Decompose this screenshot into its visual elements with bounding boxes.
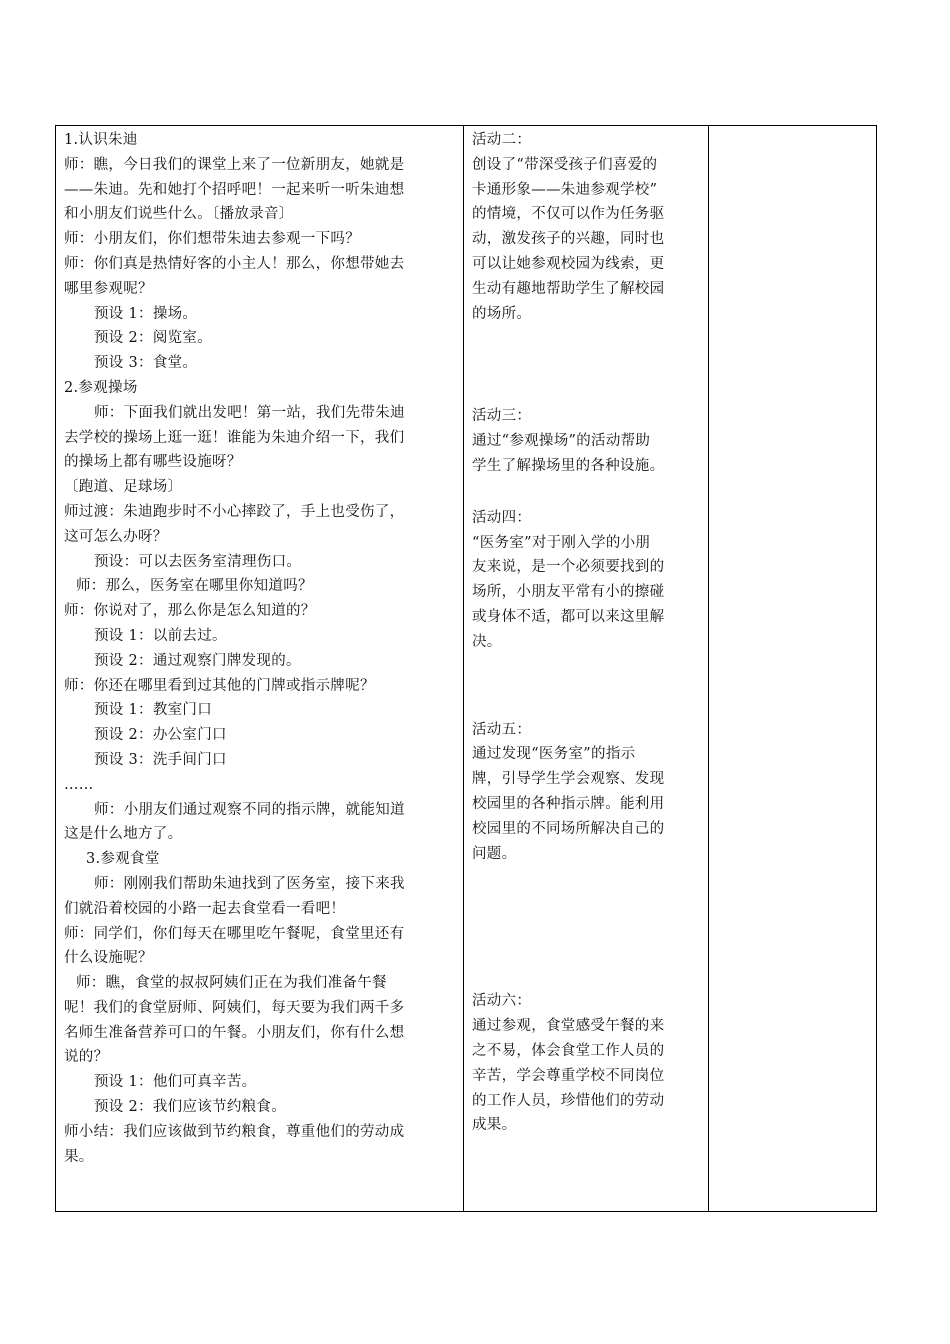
ellipsis: …… — [64, 776, 94, 793]
activity-4-text: 场所，小朋友平常有小的擦碰 — [472, 584, 665, 601]
activity-3-text: 学生了解操场里的各种设施。 — [472, 457, 665, 474]
paragraph-line: 师：同学们，你们每天在哪里吃午餐呢，食堂里还有 — [64, 925, 405, 942]
paragraph-line: 师过渡：朱迪跑步时不小心摔跤了，手上也受伤了， — [64, 503, 405, 520]
activity-2-text: 动，激发孩子的兴趣，同时也 — [472, 231, 665, 248]
preset-answer: 预设 2：通过观察门牌发现的。 — [94, 652, 301, 669]
paragraph-line: 师：你们真是热情好客的小主人！那么，你想带她去 — [64, 255, 405, 272]
activity-3-text: 通过“参观操场”的活动帮助 — [472, 433, 651, 450]
paragraph-line: 师：瞧，食堂的叔叔阿姨们正在为我们准备午餐 — [76, 975, 387, 992]
lesson-plan-table — [55, 125, 877, 1212]
preset-answer: 预设 2：办公室门口 — [94, 727, 227, 744]
activity-4-text: 或身体不适，都可以来这里解 — [472, 608, 665, 625]
activity-2-text: 卡通形象——朱迪参观学校” — [472, 181, 658, 198]
activity-6-title: 活动六： — [472, 993, 532, 1010]
activity-6-text: 成果。 — [472, 1117, 517, 1134]
paragraph-line: 师：小朋友们通过观察不同的指示牌，就能知道 — [94, 801, 405, 818]
activity-6-text: 辛苦，学会尊重学校不同岗位 — [472, 1067, 665, 1084]
activity-2-text: 生动有趣地帮助学生了解校园 — [472, 280, 665, 297]
activity-5-text: 校园里的不同场所解决自己的 — [472, 820, 665, 837]
paragraph-line: 师：瞧，今日我们的课堂上来了一位新朋友，她就是 — [64, 156, 405, 173]
activity-2-text: 的场所。 — [472, 305, 532, 322]
preset-answer: 预设 2：我们应该节约粮食。 — [94, 1099, 287, 1116]
summary-line: 师小结：我们应该做到节约粮食，尊重他们的劳动成 — [64, 1123, 405, 1140]
paragraph-line: 师：小朋友们，你们想带朱迪去参观一下吗？ — [64, 231, 360, 248]
paragraph-line: 师：你还在哪里看到过其他的门牌或指示牌呢？ — [64, 677, 375, 694]
activity-5-text: 牌，引导学生学会观察、发现 — [472, 771, 665, 788]
activity-3-title: 活动三： — [472, 408, 532, 425]
paragraph-line: 名师生准备营养可口的午餐。小朋友们，你有什么想 — [64, 1024, 405, 1041]
paragraph-line: 〔跑道、足球场〕 — [64, 479, 183, 496]
paragraph-line: 说的？ — [64, 1049, 109, 1066]
activity-5-text: 通过发现“医务室”的指示 — [472, 746, 636, 763]
preset-answer: 预设 1：他们可真辛苦。 — [94, 1074, 257, 1091]
summary-line: 果。 — [64, 1148, 94, 1165]
activity-2-title: 活动二： — [472, 132, 532, 148]
activity-4-text: 决。 — [472, 633, 502, 650]
section-title-1: 1.认识朱迪 — [64, 132, 138, 148]
paragraph-line: 师：刚刚我们帮助朱迪找到了医务室，接下来我 — [94, 875, 405, 892]
paragraph-line: 哪里参观呢？ — [64, 280, 153, 297]
paragraph-line: ——朱迪。先和她打个招呼吧！一起来听一听朱迪想 — [64, 181, 405, 198]
paragraph-line: 师：你说对了，那么你是怎么知道的？ — [64, 603, 316, 620]
teaching-process-cell — [56, 126, 464, 1212]
paragraph-line: 师：那么，医务室在哪里你知道吗？ — [76, 578, 313, 595]
preset-answer: 预设 2：阅览室。 — [94, 330, 213, 347]
activity-2-text: 创设了“带深受孩子们喜爱的 — [472, 156, 658, 173]
section-title-2: 2.参观操场 — [64, 379, 138, 396]
paragraph-line: 什么设施呢？ — [64, 950, 153, 967]
paragraph-line: 们就沿着校园的小路一起去食堂看一看吧！ — [64, 900, 346, 917]
preset-answer: 预设：可以去医务室清理伤口。 — [94, 553, 302, 570]
paragraph-line: 去学校的操场上逛一逛！谁能为朱迪介绍一下，我们 — [64, 429, 405, 446]
paragraph-line: 的操场上都有哪些设施呀？ — [64, 454, 242, 471]
table-row — [56, 126, 877, 1212]
preset-answer: 预设 3：洗手间门口 — [94, 751, 227, 768]
preset-answer: 预设 1：以前去过。 — [94, 627, 227, 644]
activity-6-text: 通过参观，食堂感受午餐的来 — [472, 1018, 665, 1035]
paragraph-line: 这是什么地方了。 — [64, 826, 183, 843]
design-intent-cell — [464, 126, 709, 1212]
activity-6-text: 的工作人员，珍惜他们的劳动 — [472, 1092, 665, 1109]
activity-5-text: 校园里的各种指示牌。能利用 — [472, 795, 665, 812]
paragraph-line: 这可怎么办呀？ — [64, 528, 168, 545]
preset-answer: 预设 1：操场。 — [94, 305, 198, 322]
activity-2-text: 可以让她参观校园为线索，更 — [472, 255, 665, 272]
activity-2-text: 的情境，不仅可以作为任务驱 — [472, 206, 665, 223]
paragraph-line: 师：下面我们就出发吧！第一站，我们先带朱迪 — [94, 404, 405, 421]
preset-answer: 预设 1：教室门口 — [94, 702, 213, 719]
paragraph-line: 呢！我们的食堂厨师、阿姨们，每天要为我们两千多 — [64, 999, 405, 1016]
blank-notes-cell — [709, 126, 877, 1212]
section-title-3: 3.参观食堂 — [86, 851, 160, 868]
activity-5-title: 活动五： — [472, 721, 532, 738]
activity-4-text: “医务室”对于刚入学的小朋 — [472, 534, 651, 551]
paragraph-line: 和小朋友们说些什么。〔播放录音〕 — [64, 206, 294, 223]
preset-answer: 预设 3：食堂。 — [94, 355, 198, 372]
activity-4-text: 友来说，是一个必须要找到的 — [472, 559, 665, 576]
activity-5-text: 问题。 — [472, 845, 517, 862]
activity-6-text: 之不易，体会食堂工作人员的 — [472, 1042, 665, 1059]
activity-4-title: 活动四： — [472, 509, 532, 526]
